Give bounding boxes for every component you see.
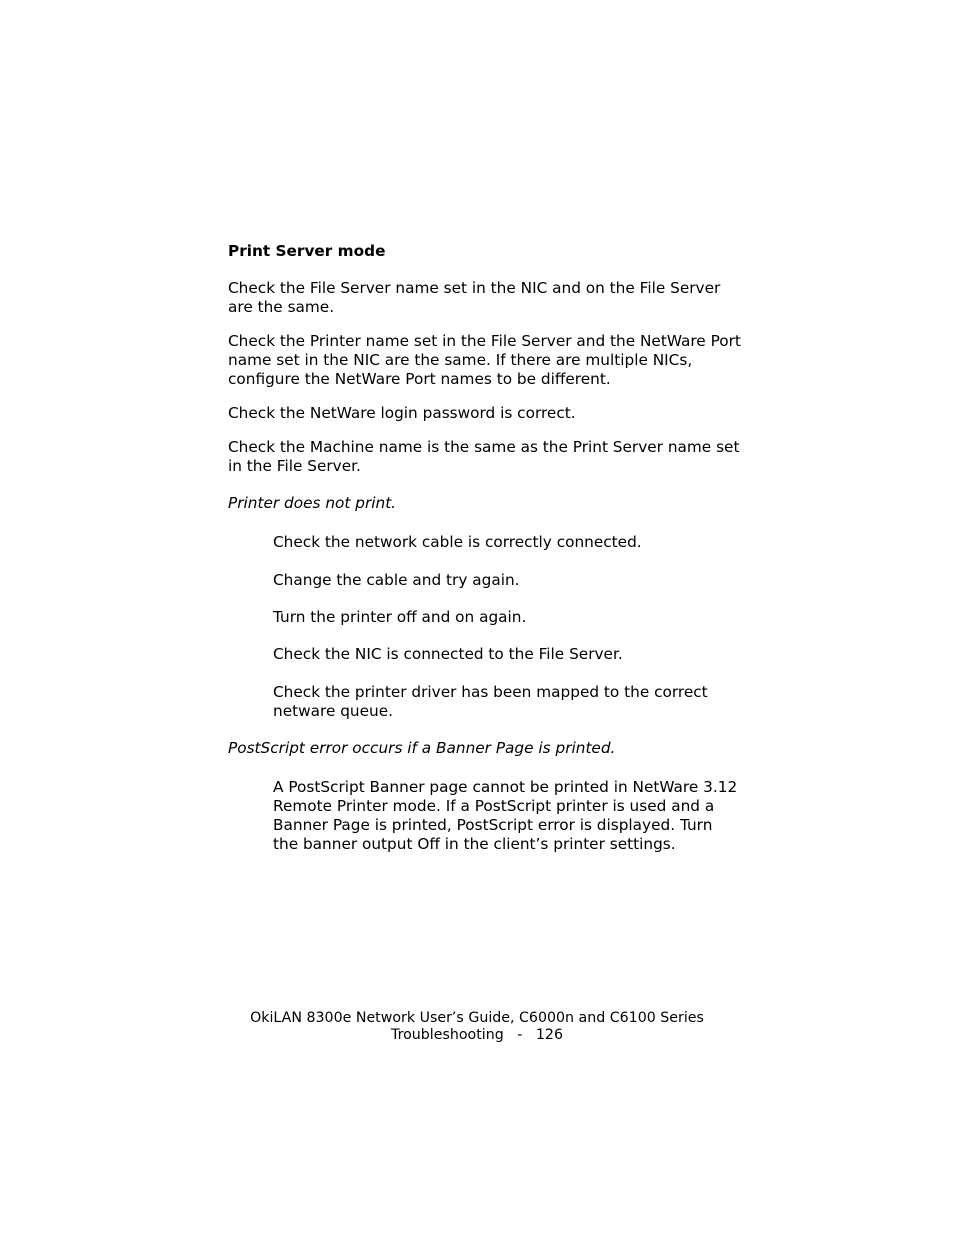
text-line: name set in the NIC are the same. If there are multiple NICs,: [228, 351, 693, 369]
text-line: are the same.: [228, 298, 335, 316]
paragraph-postscript-banner: [273, 778, 737, 854]
paragraph-login-password: [228, 404, 576, 423]
step-check-cable: [273, 533, 642, 552]
step-check-driver: [273, 683, 708, 721]
text-line: Change the cable and try again.: [273, 571, 520, 589]
text-line: A PostScript Banner page cannot be printed in NetWare 3.12: [273, 778, 738, 796]
text-line: Check the NetWare login password is correct.: [228, 404, 576, 422]
issue-title-postscript: PostScript error occurs if a Banner Page is printed.: [228, 739, 616, 757]
issue-title-not-print: Printer does not print.: [228, 494, 397, 512]
text-line: the banner output Off in the client’s printer settings.: [273, 835, 676, 853]
text-line: Turn the printer off and on again.: [273, 608, 527, 626]
text-line: Banner Page is printed, PostScript error is displayed. Turn: [273, 816, 713, 834]
text-line: Remote Printer mode. If a PostScript printer is used and a: [273, 797, 715, 815]
step-change-cable: [273, 571, 520, 590]
text-line: in the File Server.: [228, 457, 361, 475]
footer-guide-title: OkiLAN 8300e Network User’s Guide, C6000n and C6100 Series: [250, 1010, 704, 1026]
text-line: configure the NetWare Port names to be different.: [228, 370, 611, 388]
text-line: Check the Machine name is the same as the Print Server name set: [228, 438, 740, 456]
paragraph-file-server: [228, 279, 720, 317]
text-line: Check the network cable is correctly connected.: [273, 533, 642, 551]
paragraph-machine-name: [228, 438, 739, 476]
footer-page-number: Troubleshooting - 126: [391, 1027, 563, 1043]
text-line: Check the Printer name set in the File Server and the NetWare Port: [228, 332, 741, 350]
step-power-cycle: [273, 608, 526, 627]
text-line: netware queue.: [273, 702, 393, 720]
section-heading: Print Server mode: [228, 242, 386, 260]
paragraph-printer-name: [228, 332, 741, 389]
text-line: Check the File Server name set in the NIC and on the File Server: [228, 279, 721, 297]
text-line: Check the NIC is connected to the File Server.: [273, 645, 623, 663]
step-check-nic: [273, 645, 623, 664]
text-line: Check the printer driver has been mapped to the correct: [273, 683, 708, 701]
